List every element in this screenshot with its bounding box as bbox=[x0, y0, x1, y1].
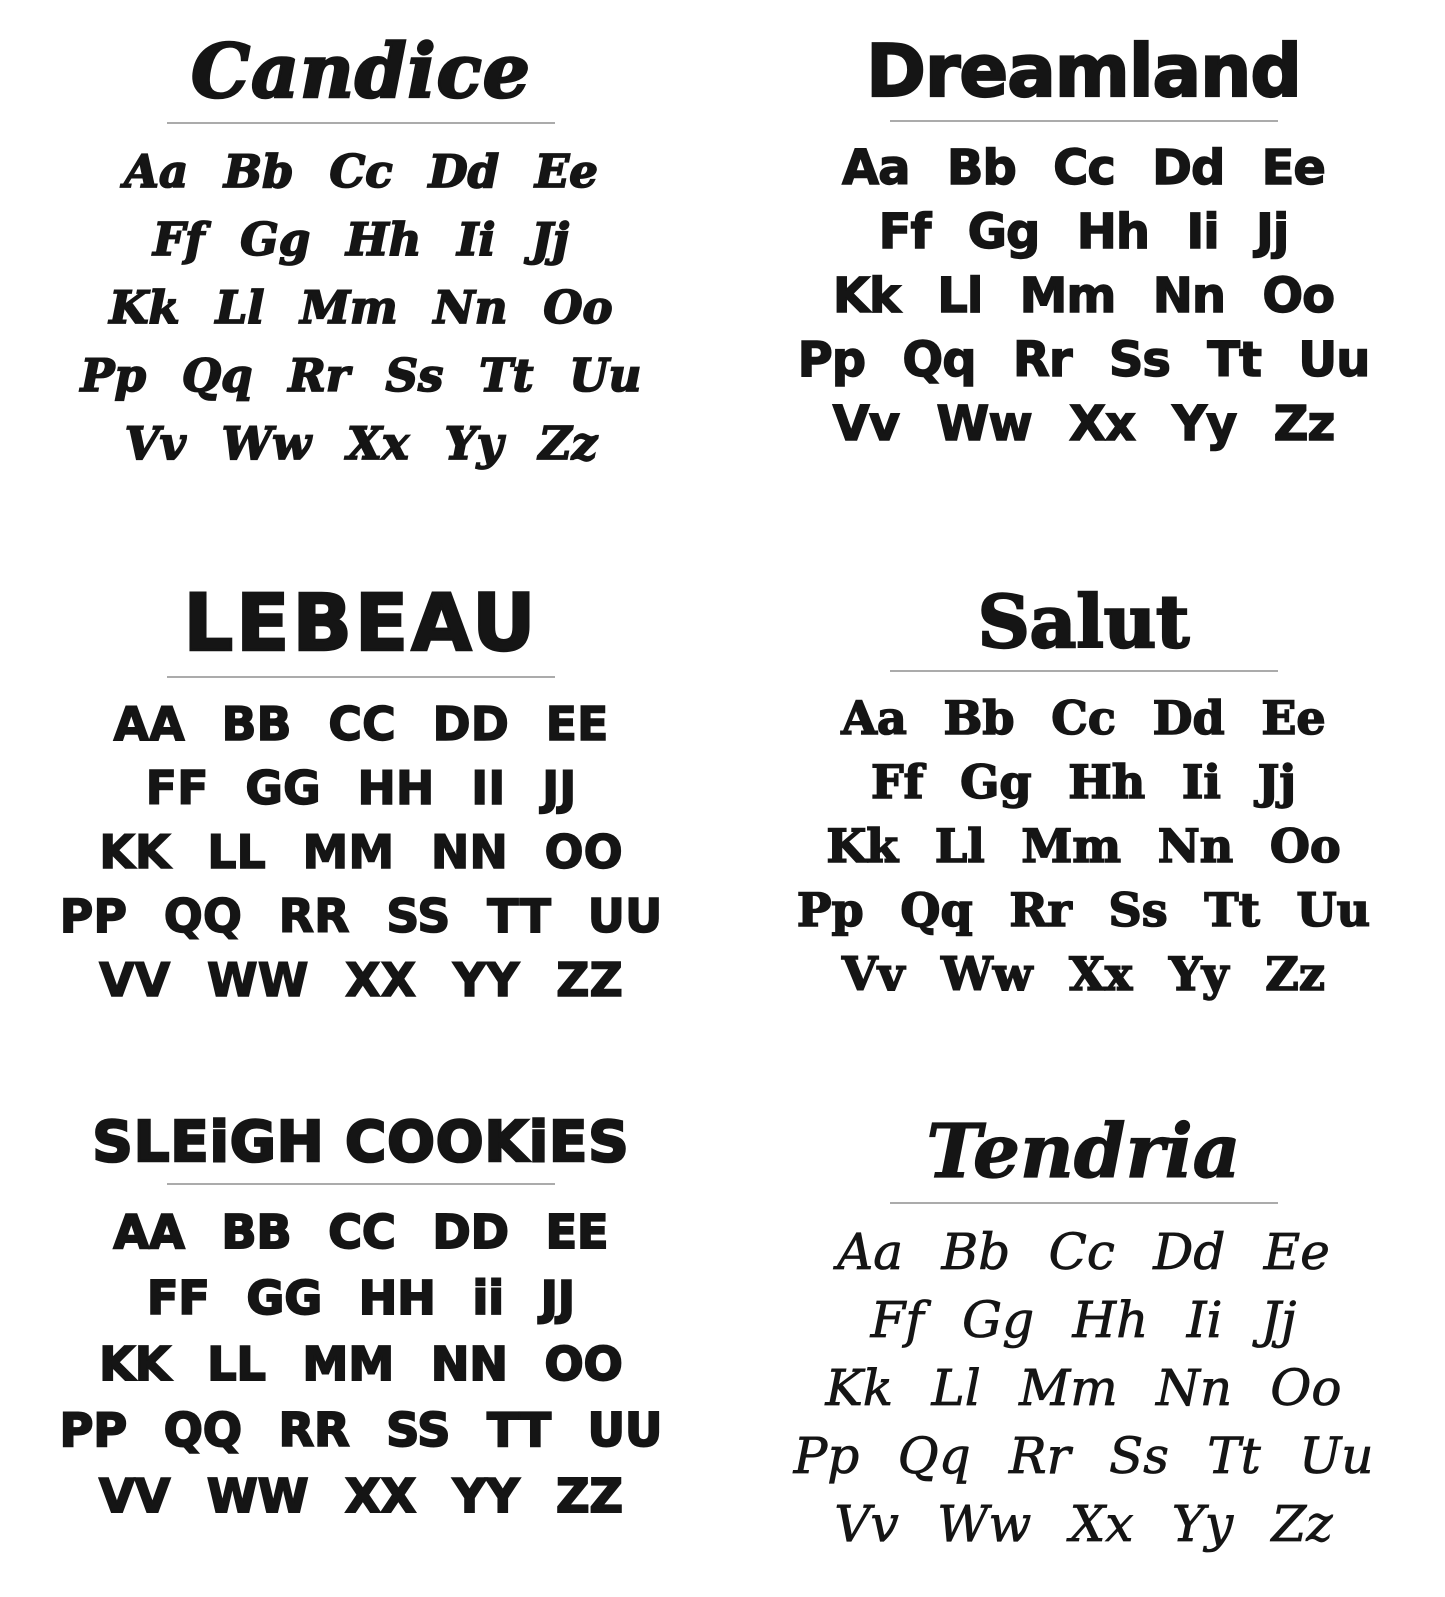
alphabet-row: VV WW XX YY ZZ bbox=[99, 952, 623, 1007]
alphabet-row: KK LL MM NN OO bbox=[99, 1336, 623, 1391]
alphabet-row: Kk Ll Mm Nn Oo bbox=[109, 280, 613, 334]
alphabet-rows bbox=[60, 692, 663, 1012]
font-name-title: SLEiGH COOKiES bbox=[92, 1110, 630, 1175]
title-divider bbox=[167, 122, 555, 124]
font-name-title: Salut bbox=[977, 579, 1190, 664]
alphabet-row: Kk Ll Mm Nn Oo bbox=[825, 1358, 1342, 1417]
title-divider bbox=[167, 1183, 555, 1185]
alphabet-row: Vv Ww Xx Yy Zz bbox=[834, 1494, 1333, 1553]
alphabet-row: Pp Qq Rr Ss Tt Uu bbox=[80, 348, 642, 402]
font-specimen-lebeau bbox=[0, 579, 722, 1114]
alphabet-row: PP QQ RR SS TT UU bbox=[59, 1402, 663, 1457]
alphabet-row: FF GG HH II JJ bbox=[145, 760, 577, 815]
alphabet-row: AA BB CC DD EE bbox=[113, 1204, 609, 1259]
font-specimen-dreamland bbox=[722, 29, 1445, 584]
alphabet-row: Vv Ww Xx Yy Zz bbox=[842, 946, 1325, 1001]
alphabet-row: Vv Ww Xx Yy Zz bbox=[832, 395, 1335, 452]
font-specimen-candice bbox=[0, 29, 722, 584]
alphabet-rows bbox=[797, 686, 1370, 1006]
title-divider bbox=[890, 120, 1278, 122]
alphabet-row: Ff Gg Hh Ii Jj bbox=[870, 1290, 1297, 1349]
font-specimen-salut bbox=[722, 579, 1445, 1114]
alphabet-row: Pp Qq Rr Ss Tt Uu bbox=[797, 331, 1370, 388]
font-specimen-tendria bbox=[722, 1109, 1445, 1597]
alphabet-row: PP QQ RR SS TT UU bbox=[59, 888, 663, 943]
alphabet-row: Kk Ll Mm Nn Oo bbox=[826, 818, 1341, 873]
font-specimen-sleigh-cookies bbox=[0, 1110, 722, 1597]
alphabet-rows bbox=[81, 138, 642, 478]
font-name-title: Dreamland bbox=[866, 29, 1301, 113]
alphabet-row: Aa Bb Cc Dd Ee bbox=[837, 1222, 1330, 1281]
alphabet-row: Aa Bb Cc Dd Ee bbox=[842, 139, 1325, 196]
title-divider bbox=[890, 670, 1278, 672]
alphabet-row: VV WW XX YY ZZ bbox=[99, 1468, 623, 1523]
alphabet-row: Pp Qq Rr Ss Tt Uu bbox=[793, 1426, 1374, 1485]
alphabet-row: Ff Gg Hh Ii Jj bbox=[870, 754, 1297, 809]
alphabet-row: Kk Ll Mm Nn Oo bbox=[832, 267, 1335, 324]
alphabet-rows bbox=[794, 1218, 1374, 1558]
font-name-title: LEBEAU bbox=[183, 579, 539, 669]
alphabet-row: Aa Bb Cc Dd Ee bbox=[841, 690, 1326, 745]
alphabet-row: AA BB CC DD EE bbox=[113, 696, 609, 751]
title-divider bbox=[890, 1202, 1278, 1204]
title-divider bbox=[167, 676, 555, 678]
font-name-title: Candice bbox=[191, 29, 531, 115]
alphabet-row: Ff Gg Hh Ii Jj bbox=[878, 203, 1289, 260]
alphabet-row: Vv Ww Xx Yy Zz bbox=[124, 416, 598, 470]
alphabet-row: KK LL MM NN OO bbox=[99, 824, 623, 879]
alphabet-row: Ff Gg Hh Ii Jj bbox=[153, 212, 569, 266]
alphabet-row: FF GG HH ii JJ bbox=[147, 1270, 575, 1325]
alphabet-row: Aa Bb Cc Dd Ee bbox=[124, 144, 598, 198]
alphabet-row: Pp Qq Rr Ss Tt Uu bbox=[796, 882, 1371, 937]
font-name-title: Tendria bbox=[926, 1109, 1241, 1195]
alphabet-rows bbox=[60, 1199, 663, 1529]
alphabet-rows bbox=[798, 136, 1370, 456]
